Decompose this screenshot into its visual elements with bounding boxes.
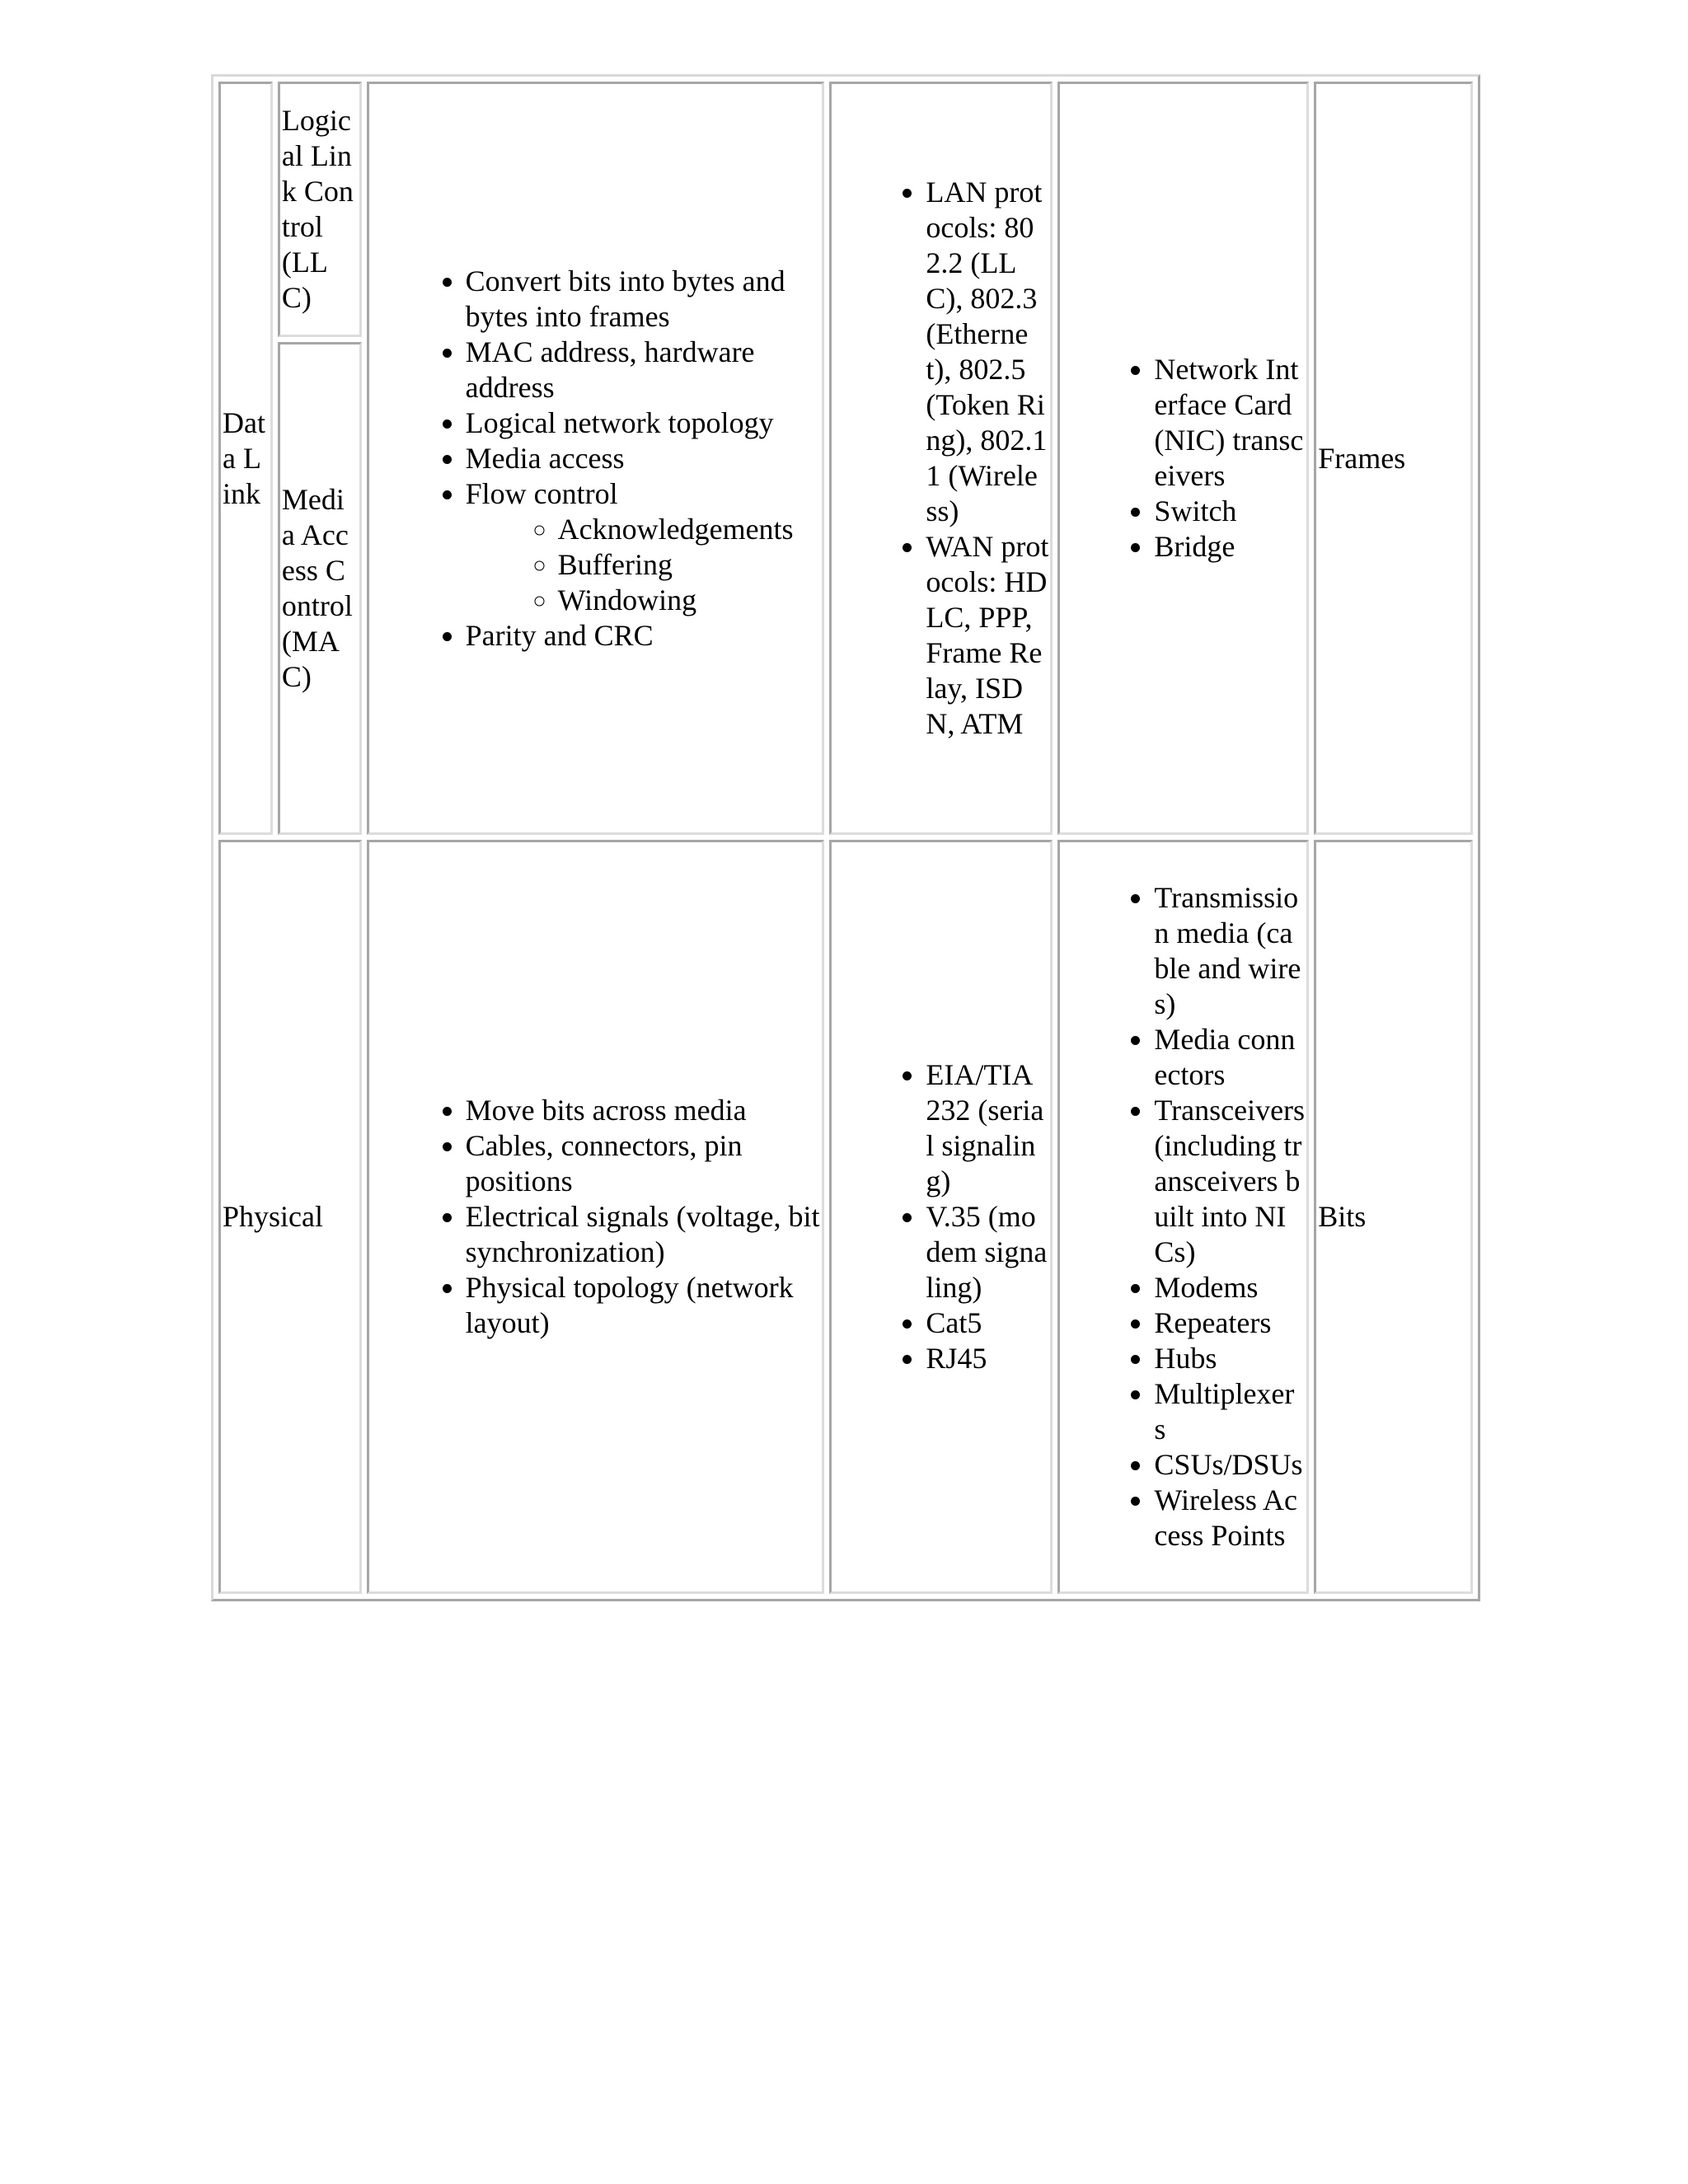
list-item: • Hubs xyxy=(1154,1341,1305,1376)
list-item: ◦ Windowing xyxy=(558,583,821,618)
layer-name: Physical xyxy=(223,1200,323,1233)
list-item: • Flow control ◦ Acknowledgements ◦ Buffering ◦ Windowing xyxy=(466,476,821,618)
pdu-cell xyxy=(1314,840,1473,1594)
list-item: • CSUs/DSUs xyxy=(1154,1447,1305,1483)
sublayer-name: Logical Link Control (LLC) xyxy=(281,104,354,314)
layer-name: Data Link xyxy=(223,405,265,510)
sublayer-llc-cell xyxy=(278,82,362,337)
list-item: • Modems xyxy=(1154,1270,1305,1305)
layer-name-cell xyxy=(218,82,273,835)
list-item: • LAN protocols: 802.2 (LLC), 802.3 (Ethernet), 802.5 (Token Ring), 802.11 (Wireless) xyxy=(926,175,1048,529)
list-item: • Electrical signals (voltage, bit synchronization) xyxy=(466,1199,821,1270)
list-item: • Multiplexers xyxy=(1154,1376,1305,1447)
pdu-cell xyxy=(1314,82,1473,835)
protocols-list xyxy=(833,175,1048,742)
list-item: ◦ Buffering xyxy=(558,547,821,583)
list-item: • Switch xyxy=(1154,494,1305,529)
list-item: • V.35 (modem signaling) xyxy=(926,1199,1048,1305)
sublayer-mac-cell xyxy=(278,342,362,835)
list-item: • Cables, connectors, pin positions xyxy=(466,1128,821,1199)
list-item: • MAC address, hardware address xyxy=(466,335,821,405)
list-item: • Wireless Access Points xyxy=(1154,1483,1305,1554)
list-item: • Cat5 xyxy=(926,1305,1048,1341)
protocols-cell xyxy=(829,82,1053,835)
functions-list xyxy=(371,1093,821,1341)
table-row-data-link xyxy=(218,82,1473,337)
functions-list xyxy=(371,264,821,654)
layer-name-cell xyxy=(218,840,362,1594)
sublayer-name: Media Access Control (MAC) xyxy=(281,483,353,693)
list-item: • Bridge xyxy=(1154,529,1305,565)
list-item: • Media access xyxy=(466,441,821,476)
list-item: • Convert bits into bytes and bytes into frames xyxy=(466,264,821,335)
list-item: • RJ45 xyxy=(926,1341,1048,1376)
list-item: • WAN protocols: HDLC, PPP, Frame Relay, ISDN, ATM xyxy=(926,529,1048,742)
list-item: • Parity and CRC xyxy=(466,618,821,654)
devices-list xyxy=(1062,352,1305,565)
protocols-list xyxy=(833,1057,1048,1376)
functions-cell xyxy=(367,840,825,1594)
list-item: • Physical topology (network layout) xyxy=(466,1270,821,1341)
pdu-label: Frames xyxy=(1318,441,1406,475)
list-item: • Transmission media (cable and wires) xyxy=(1154,880,1305,1022)
functions-cell xyxy=(367,82,825,835)
pdu-label: Bits xyxy=(1318,1200,1367,1233)
list-item: • Move bits across media xyxy=(466,1093,821,1128)
list-item: • Repeaters xyxy=(1154,1305,1305,1341)
flow-control-sublist xyxy=(466,512,821,618)
list-item: • Transceivers (including transceivers built into NICs) xyxy=(1154,1093,1305,1270)
list-item: • Media connectors xyxy=(1154,1022,1305,1093)
table-row-physical xyxy=(218,840,1473,1594)
devices-list xyxy=(1062,880,1305,1554)
list-item: • EIA/TIA 232 (serial signaling) xyxy=(926,1057,1048,1199)
devices-cell xyxy=(1057,82,1309,835)
devices-cell xyxy=(1057,840,1309,1594)
list-item: • Logical network topology xyxy=(466,405,821,441)
osi-layer-table xyxy=(211,74,1480,1601)
list-item: • Network Interface Card (NIC) transceivers xyxy=(1154,352,1305,494)
list-item: ◦ Acknowledgements xyxy=(558,512,821,547)
protocols-cell xyxy=(829,840,1053,1594)
